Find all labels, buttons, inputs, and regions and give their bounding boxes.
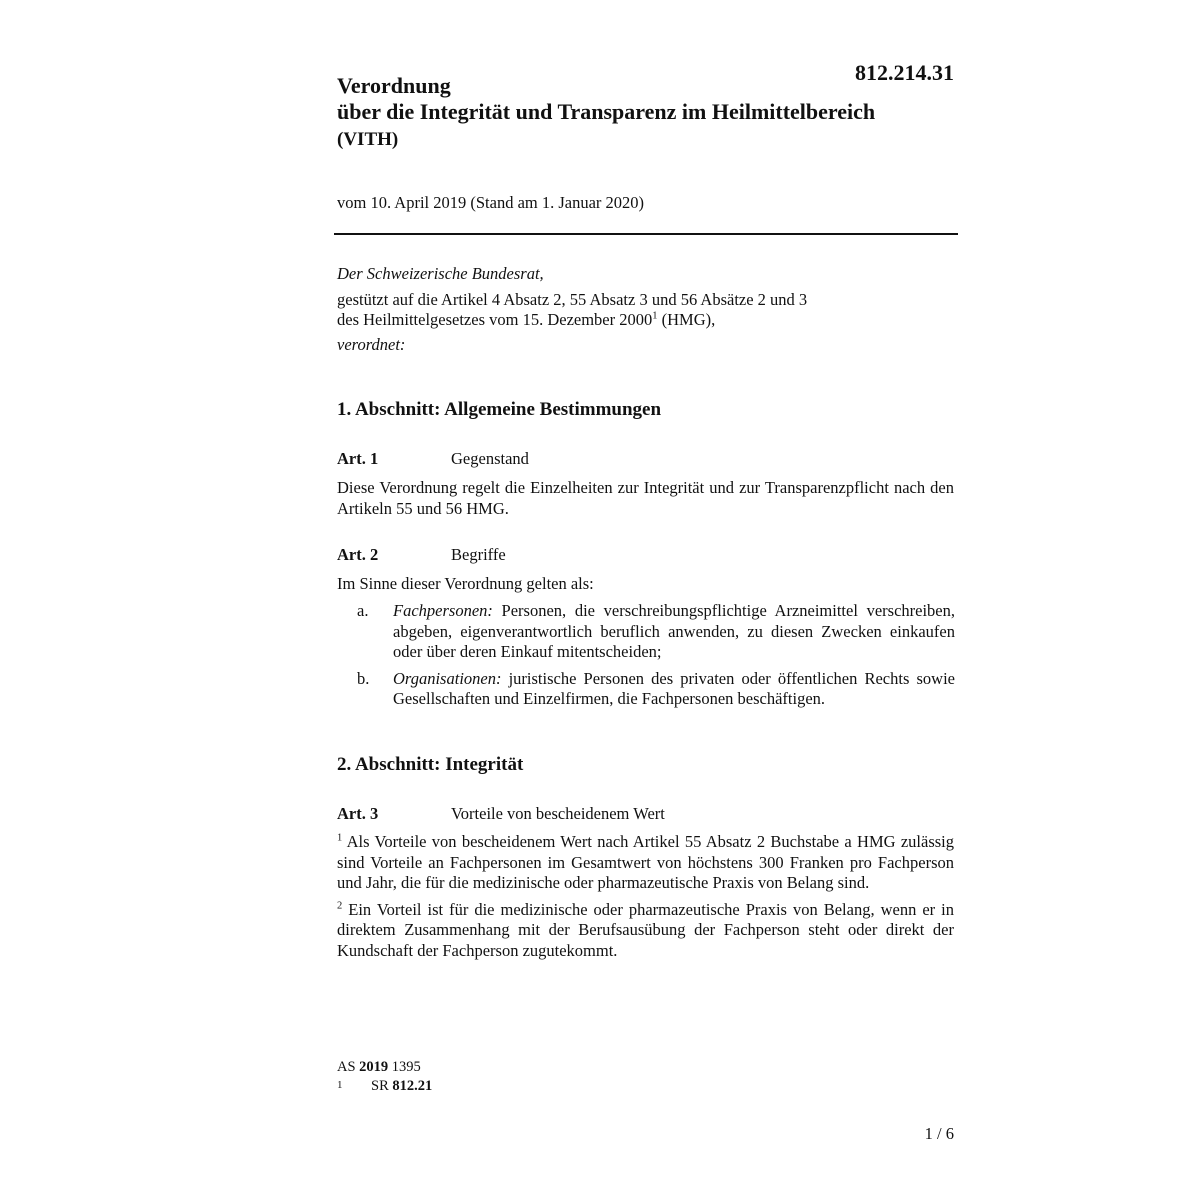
footnote-1-ref[interactable]: 812.21 — [392, 1078, 433, 1094]
as-prefix: AS — [337, 1059, 360, 1075]
article-3-body — [337, 832, 954, 961]
official-collection-ref — [337, 1058, 637, 1077]
as-page: 1395 — [388, 1059, 421, 1075]
title-abbreviation: (VITH) — [337, 129, 399, 150]
title-line-2: über die Integrität und Transparenz im Heilmittelbereich — [337, 99, 876, 124]
article-3-title: Vorteile von bescheidenem Wert — [451, 804, 665, 823]
list-item-text — [393, 601, 955, 663]
footnote-1-prefix: SR — [371, 1078, 393, 1094]
preamble-basis — [337, 290, 957, 331]
list-marker: b. — [357, 668, 370, 688]
article-1-text: Diese Verordnung regelt die Einzelheiten zur Integrität und zur Transparenzpflicht nach den Artikeln 55 und 56 HMG. — [337, 478, 954, 518]
as-year: 2019 — [359, 1059, 389, 1075]
article-1-title: Gegenstand — [451, 449, 529, 468]
preamble-decrees: verordnet: — [337, 334, 406, 354]
article-2-intro: Im Sinne dieser Verordnung gelten als: — [337, 574, 594, 593]
article-2-label: Art. 2 — [337, 545, 379, 564]
footnote-1-mark: 1 — [337, 1079, 343, 1091]
article-2-definitions — [337, 601, 955, 716]
document-title — [337, 73, 977, 125]
definition-text: juristische Personen des privaten oder öffentlichen Rechts sowie Gesellschaften und Einzelfirmen, die Fachpersonen beschäftigen. — [393, 668, 955, 708]
definition-term: Fachpersonen: — [393, 601, 493, 620]
preamble-basis-line-1: gestützt auf die Artikel 4 Absatz 2, 55 Absatz 3 und 56 Absätze 2 und 3 — [337, 289, 808, 309]
footnotes — [337, 1058, 637, 1096]
article-2-heading — [337, 545, 957, 565]
definition-term: Organisationen: — [393, 668, 502, 688]
preamble-basis-line-2-end: (HMG), — [657, 310, 716, 329]
list-item — [337, 669, 955, 710]
page-number: 1 / 6 — [924, 1124, 954, 1143]
sr-number: 812.214.31 — [855, 60, 954, 85]
article-3-heading — [337, 804, 957, 824]
article-1-label: Art. 1 — [337, 449, 379, 468]
list-item — [337, 601, 955, 663]
paragraph-text: Als Vorteile von bescheidenem Wert nach Artikel 55 Absatz 2 Buchstabe a HMG zulässig sind Vorteile an Fachpersonen im Gesamtwert von höchstens 300 Franken pro Fachperson und Jahr, die für die medizinische oder pharmazeutische Praxis von Belang sind. — [337, 832, 954, 892]
section-1-heading: 1. Abschnitt: Allgemeine Bestimmungen — [337, 399, 662, 420]
title-line-1: Verordnung — [337, 73, 451, 98]
definition-text: Personen, die verschreibungspflichtige Arzneimittel verschreiben, abgeben, eigenverantwortlich beruflich anwenden, zu diesen Zwecken einkaufen oder über deren Einkauf mitentscheiden; — [393, 601, 955, 661]
preamble — [337, 264, 957, 355]
list-item-text — [393, 669, 955, 710]
article-3-paragraph-1 — [337, 832, 954, 894]
paragraph-number: 1 — [337, 832, 343, 844]
article-1-body — [337, 478, 954, 519]
paragraph-text: Ein Vorteil ist für die medizinische oder pharmazeutische Praxis von Belang, wenn er in direktem Zusammenhang mit der Berufsausübung der Fachperson steht oder direkt der Kundschaft der Fachperson zugutekommt. — [337, 899, 954, 960]
article-3-paragraph-2 — [337, 900, 954, 962]
list-marker: a. — [357, 601, 369, 620]
preamble-basis-line-2: des Heilmittelgesetzes vom 15. Dezember 2000 — [337, 310, 653, 329]
footnote-ref-1[interactable]: 1 — [652, 310, 658, 322]
article-2-title: Begriffe — [451, 545, 506, 564]
article-1-heading — [337, 449, 957, 469]
paragraph-number: 2 — [337, 900, 343, 911]
article-3-label: Art. 3 — [337, 804, 379, 823]
header-divider — [334, 233, 958, 235]
date-line: vom 10. April 2019 (Stand am 1. Januar 2020) — [337, 193, 645, 212]
footnote-1 — [337, 1077, 637, 1096]
preamble-council: Der Schweizerische Bundesrat, — [337, 264, 544, 283]
section-2-heading: 2. Abschnitt: Integrität — [337, 754, 524, 775]
